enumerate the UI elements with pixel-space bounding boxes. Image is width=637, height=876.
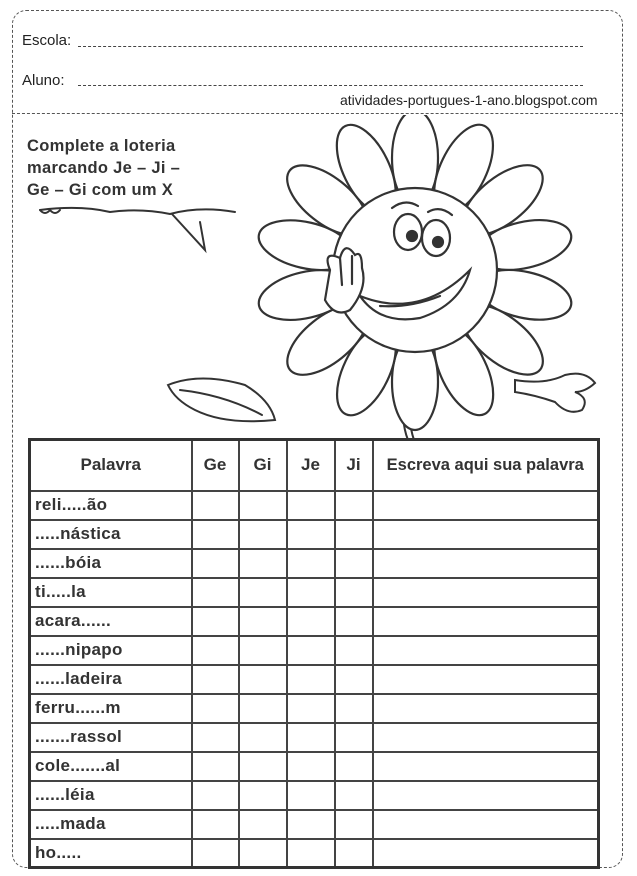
write-word-cell[interactable] (373, 520, 599, 549)
ji-checkbox-cell[interactable] (335, 491, 373, 520)
gi-checkbox-cell[interactable] (239, 520, 287, 549)
je-checkbox-cell[interactable] (287, 636, 335, 665)
write-word-cell[interactable] (373, 665, 599, 694)
write-word-cell[interactable] (373, 636, 599, 665)
word-cell: ferru......m (30, 694, 192, 723)
ge-checkbox-cell[interactable] (192, 491, 239, 520)
column-header-ji: Ji (335, 440, 373, 491)
instruction-line: marcando Je – Ji – (27, 159, 181, 177)
word-cell: cole.......al (30, 752, 192, 781)
table-row (30, 723, 599, 752)
word-cell: ......nipapo (30, 636, 192, 665)
write-word-cell[interactable] (373, 607, 599, 636)
je-checkbox-cell[interactable] (287, 839, 335, 868)
je-checkbox-cell[interactable] (287, 694, 335, 723)
ge-checkbox-cell[interactable] (192, 723, 239, 752)
ji-checkbox-cell[interactable] (335, 752, 373, 781)
gi-checkbox-cell[interactable] (239, 578, 287, 607)
ge-checkbox-cell[interactable] (192, 607, 239, 636)
ge-checkbox-cell[interactable] (192, 636, 239, 665)
gi-checkbox-cell[interactable] (239, 781, 287, 810)
ge-checkbox-cell[interactable] (192, 694, 239, 723)
column-header-word: Palavra (30, 440, 192, 491)
school-label: Escola: (22, 32, 72, 49)
gi-checkbox-cell[interactable] (239, 607, 287, 636)
gi-checkbox-cell[interactable] (239, 810, 287, 839)
column-header-gi: Gi (239, 440, 287, 491)
je-checkbox-cell[interactable] (287, 520, 335, 549)
gi-checkbox-cell[interactable] (239, 694, 287, 723)
gi-checkbox-cell[interactable] (239, 723, 287, 752)
blog-url: atividades-portugues-1-ano.blogspot.com (340, 92, 598, 108)
student-label: Aluno: (22, 72, 65, 89)
word-cell: ......ladeira (30, 665, 192, 694)
word-cell: reli.....ão (30, 491, 192, 520)
word-cell: ti.....la (30, 578, 192, 607)
gi-checkbox-cell[interactable] (239, 752, 287, 781)
word-cell: acara...... (30, 607, 192, 636)
ji-checkbox-cell[interactable] (335, 781, 373, 810)
write-word-cell[interactable] (373, 491, 599, 520)
table-row (30, 520, 599, 549)
ji-checkbox-cell[interactable] (335, 520, 373, 549)
ge-checkbox-cell[interactable] (192, 665, 239, 694)
gi-checkbox-cell[interactable] (239, 839, 287, 868)
word-cell: ......léia (30, 781, 192, 810)
ge-checkbox-cell[interactable] (192, 752, 239, 781)
table-row (30, 694, 599, 723)
cartoon-sunflower-icon (0, 115, 637, 445)
ji-checkbox-cell[interactable] (335, 636, 373, 665)
ji-checkbox-cell[interactable] (335, 839, 373, 868)
write-word-cell[interactable] (373, 810, 599, 839)
je-checkbox-cell[interactable] (287, 723, 335, 752)
table-header-row (30, 440, 599, 491)
ji-checkbox-cell[interactable] (335, 694, 373, 723)
column-header-ge: Ge (192, 440, 239, 491)
table-row (30, 578, 599, 607)
ji-checkbox-cell[interactable] (335, 723, 373, 752)
write-word-cell[interactable] (373, 578, 599, 607)
je-checkbox-cell[interactable] (287, 752, 335, 781)
ji-checkbox-cell[interactable] (335, 607, 373, 636)
word-cell: ......bóia (30, 549, 192, 578)
word-cell: ho..... (30, 839, 192, 868)
column-header-write: Escreva aqui sua palavra (373, 440, 599, 491)
je-checkbox-cell[interactable] (287, 549, 335, 578)
table-row (30, 665, 599, 694)
table-row (30, 810, 599, 839)
ji-checkbox-cell[interactable] (335, 549, 373, 578)
ji-checkbox-cell[interactable] (335, 810, 373, 839)
ge-checkbox-cell[interactable] (192, 549, 239, 578)
word-cell: .....mada (30, 810, 192, 839)
student-field[interactable] (78, 85, 583, 86)
column-header-je: Je (287, 440, 335, 491)
write-word-cell[interactable] (373, 723, 599, 752)
table-row (30, 781, 599, 810)
school-field[interactable] (78, 46, 583, 47)
table-row (30, 636, 599, 665)
ge-checkbox-cell[interactable] (192, 839, 239, 868)
write-word-cell[interactable] (373, 549, 599, 578)
table-row (30, 752, 599, 781)
ge-checkbox-cell[interactable] (192, 578, 239, 607)
ji-checkbox-cell[interactable] (335, 578, 373, 607)
instruction-line: Complete a loteria (27, 137, 176, 155)
table-row (30, 839, 599, 868)
header-separator (12, 113, 623, 114)
je-checkbox-cell[interactable] (287, 665, 335, 694)
write-word-cell[interactable] (373, 839, 599, 868)
write-word-cell[interactable] (373, 752, 599, 781)
ji-checkbox-cell[interactable] (335, 665, 373, 694)
gi-checkbox-cell[interactable] (239, 665, 287, 694)
word-cell: .......rassol (30, 723, 192, 752)
gi-checkbox-cell[interactable] (239, 549, 287, 578)
lottery-table (28, 438, 600, 869)
je-checkbox-cell[interactable] (287, 781, 335, 810)
je-checkbox-cell[interactable] (287, 607, 335, 636)
gi-checkbox-cell[interactable] (239, 491, 287, 520)
je-checkbox-cell[interactable] (287, 491, 335, 520)
table-row (30, 491, 599, 520)
ge-checkbox-cell[interactable] (192, 520, 239, 549)
table-row (30, 607, 599, 636)
gi-checkbox-cell[interactable] (239, 636, 287, 665)
word-cell: .....nástica (30, 520, 192, 549)
instruction-line: Ge – Gi com um X (27, 181, 174, 199)
table-row (30, 549, 599, 578)
je-checkbox-cell[interactable] (287, 578, 335, 607)
write-word-cell[interactable] (373, 781, 599, 810)
je-checkbox-cell[interactable] (287, 810, 335, 839)
ge-checkbox-cell[interactable] (192, 810, 239, 839)
write-word-cell[interactable] (373, 694, 599, 723)
ge-checkbox-cell[interactable] (192, 781, 239, 810)
